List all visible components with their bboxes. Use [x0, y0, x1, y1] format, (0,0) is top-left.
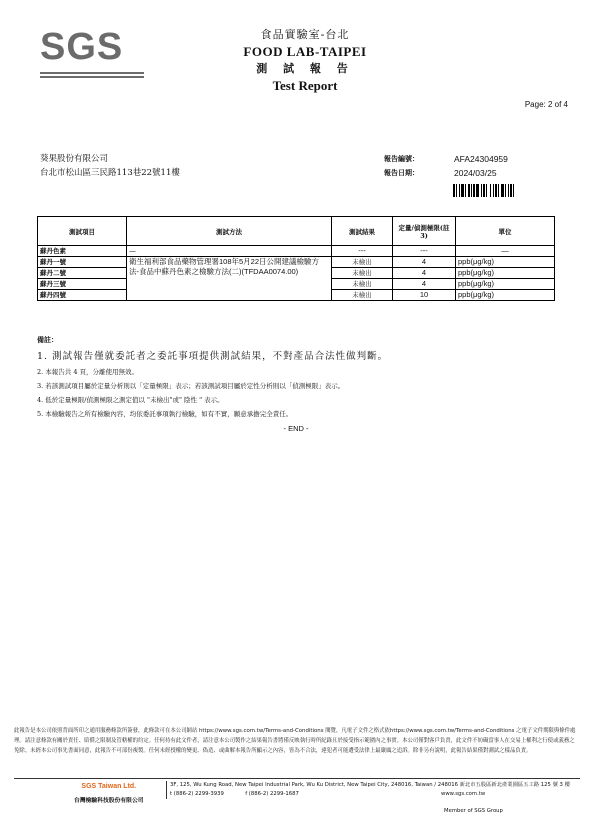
table-row: [38, 257, 555, 268]
footer-brand-zh: 台灣檢驗科技股份有限公司: [74, 798, 144, 804]
cell-unit: ppb(μg/kg): [456, 257, 555, 268]
report-date-row: [384, 166, 508, 180]
note-2: 2. 本報告共 4 頁，分離使用無效。: [37, 368, 139, 376]
header-unit: 單位: [456, 217, 555, 246]
table-header-row: [38, 217, 555, 246]
report-date: 2024/03/25: [454, 168, 497, 178]
footer-website[interactable]: www.sgs.com.tw: [441, 791, 486, 797]
cell-unit: ppb(μg/kg): [456, 290, 555, 301]
cell-result: 未檢出: [332, 279, 393, 290]
cell-loq: 4: [393, 279, 456, 290]
cell-result: 未檢出: [332, 257, 393, 268]
cell-loq: 10: [393, 290, 456, 301]
report-number: AFA24304959: [454, 154, 508, 164]
cell-result: ---: [332, 246, 393, 257]
header-loq: 定量/偵測極限(註3): [393, 217, 456, 246]
sgs-logo: [40, 26, 144, 78]
header-result: 測試結果: [332, 217, 393, 246]
cell-loq: 4: [393, 257, 456, 268]
cell-method-merged: 衛生福利部食品藥物管理署108年5月22日公開建議檢驗方法-食品中蘇丹色素之檢驗方法(二)(TFDAA0074.00): [127, 257, 332, 301]
report-title-en: Test Report: [272, 78, 338, 93]
barcode-gap: [514, 184, 517, 197]
report-title-zh: 測 試 報 告: [256, 62, 354, 75]
footer-separator: [166, 781, 167, 799]
cell-item: 蘇丹一號: [38, 257, 127, 268]
note-5: 5. 本檢驗報告之所有檢驗內容，均依委託事項執行檢驗，如有不實，願意承擔完全責任。: [37, 410, 293, 418]
sgs-logo-text: SGS: [40, 26, 124, 68]
report-meta: [384, 152, 508, 180]
cell-item: 蘇丹四號: [38, 290, 127, 301]
footer-brand: [74, 782, 144, 806]
footer-brand-en: SGS Taiwan Ltd.: [81, 783, 137, 790]
note-1: 1. 測試報告僅就委託者之委託事項提供測試結果，不對產品合法性做判斷。: [37, 351, 389, 362]
notes-heading: 備註：: [37, 335, 58, 344]
client-name: 葵果股份有限公司: [40, 154, 109, 164]
cell-unit: ppb(μg/kg): [456, 268, 555, 279]
footer-address: 3F, 125, Wu Kung Road, New Taipei Industrial Park, Wu Ku District, New Taipei City, 248016, Taiwan / 248016 新北市五股區新北產業園區五工路 125 號 3 樓: [170, 782, 570, 788]
cell-loq: ---: [393, 246, 456, 257]
lab-name-zh: 食品實驗室-台北: [260, 28, 350, 41]
table-row: [38, 246, 555, 257]
footer-member: Member of SGS Group: [444, 808, 503, 814]
footer-address-block: [170, 781, 570, 799]
client-address: 台北市松山區三民路113巷22號11樓: [40, 168, 180, 178]
footer-contact: [170, 790, 570, 799]
logo-rule: [40, 76, 144, 78]
cell-loq: 4: [393, 268, 456, 279]
note-3: 3. 若該測試項目屬於定量分析則以「定量極限」表示；若該測試項目屬於定性分析則以「偵測極限」表示。: [37, 382, 345, 390]
report-number-label: 報告編號：: [384, 154, 419, 163]
legal-disclaimer: 此報告是本公司依照背面所印之通用服務條款所簽發，此條款可在本公司網站 https://www.sgs.com.tw/Terms-and-Conditions 閱覽，凡電子文件之格式依https://www.sgs.com.tw/Terms-and-Conditions 之電子文件期限與條件處理。請注意條款有關於責任、賠償之限制及管轄權的約定。任何持有此文件者，請注意本公司製作之結果報告書將僅反映執行時所紀錄且於接受指示範圍內之事實。本公司僅對客戶負責，此文件不妨礙當事人在交易上權利之行使或義務之免除。未經本公司事先書面同意，此報告不可部份複製。任何未經授權的變更、偽造、或曲解本報告所顯示之內容，皆為不合法，違犯者可能遭受法律上最嚴厲之追訴。除非另有說明，此報告結果僅對測試之樣品負責。: [14, 728, 576, 754]
footer-divider: [14, 778, 580, 779]
notes-section: [37, 335, 557, 421]
results-table: [37, 216, 555, 301]
cell-unit: —: [456, 246, 555, 257]
end-marker: - END -: [283, 424, 309, 433]
client-info: [40, 152, 180, 180]
report-title-block: [180, 26, 430, 94]
cell-result: 未檢出: [332, 268, 393, 279]
cell-method: —: [127, 246, 332, 257]
note-4: 4. 低於定量極限/偵測極限之測定值以 "未檢出"或" 陰性 " 表示。: [37, 396, 224, 404]
page-number: Page: 2 of 4: [524, 100, 568, 109]
cell-item: 蘇丹二號: [38, 268, 127, 279]
report-number-row: [384, 152, 508, 166]
lab-name-en: FOOD LAB-TAIPEI: [243, 44, 367, 59]
footer-fax: f (886-2) 2299-1687: [245, 791, 299, 797]
footer-phone: t (886-2) 2299-3939: [170, 791, 224, 797]
logo-rule: [40, 72, 144, 74]
cell-unit: ppb(μg/kg): [456, 279, 555, 290]
header-item: 測試項目: [38, 217, 127, 246]
cell-result: 未檢出: [332, 290, 393, 301]
header-method: 測試方法: [127, 217, 332, 246]
report-date-label: 報告日期：: [384, 168, 419, 177]
barcode: [453, 184, 553, 197]
cell-item: 蘇丹色素: [38, 246, 127, 257]
cell-item: 蘇丹三號: [38, 279, 127, 290]
